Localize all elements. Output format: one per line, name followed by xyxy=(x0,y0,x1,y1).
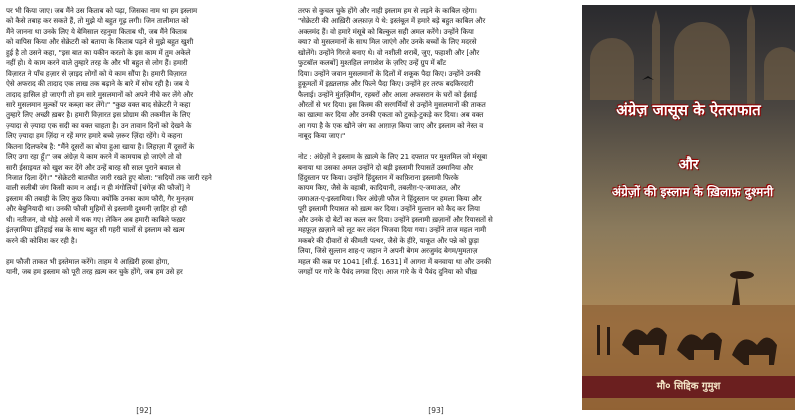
text-line: इस्लाम की तबाही के लिए कुछ किया। क्योंकि उनका काम फौरी, गैर मुनज़म xyxy=(6,193,194,203)
right-book-page xyxy=(292,0,580,418)
text-line: आ गया है के एक खौने जंग का आग़ाज़ किया जाए और इस्लाम को नेस्त व xyxy=(298,120,484,130)
text-line: "सेक्रेटरी की आख़िरी अल्फ़ाज़ ये थे: इस्तंबूल में हमारे बड़े बहुत काबिल और xyxy=(298,16,486,26)
cover-author: मौ० सिद्दिक गुमुश xyxy=(582,376,795,398)
text-line: का खात्मा कर दिया और उनकी एकता को टुकड़े-टुकड़े कर दिया। अब वक्त xyxy=(298,110,484,120)
text-line: लिए उगा रहा हूँ।" जब अंग्रेज़ ये काम करने में कामयाब हो जाएंगे तो वो xyxy=(6,152,182,162)
text-line: नाबूद किया जाए।" xyxy=(298,131,346,141)
text-line: निजात दिला देंगे।" "सेक्रेटरी बातचीत जारी रखते हुए बोला: "सदियों तक जारी रहने xyxy=(6,173,212,182)
text-line: जगहों पर गारे के पैवंद लगवा दिए। आज गारे के ये पैवंद दुनिया को चीख़ xyxy=(298,266,477,276)
text-line: सारे मुसलमान मुल्कों पर कब्ज़ा कर लेंगे।" "कुछ वक्त बाद सेक्रेटरी ने कहा xyxy=(6,99,191,109)
left-page-text xyxy=(6,6,282,402)
text-line: और बेबुनियादी था। उनकी फौजी मुहिमों से इस्लामी दुश्मनी ज़ाहिर हो रही xyxy=(6,204,187,214)
text-line xyxy=(6,246,282,256)
cover-title-line-1: अंग्रेज़ जासूस के ऐतराफात xyxy=(616,101,761,119)
text-line: कितना दिलफरेब है: "मैंने दूसरों का बोया हुआ खाया है। लिहाज़ा मैं दूसरों के xyxy=(6,141,195,151)
text-line: मकबरे की दीवारों से कीमती पत्थर, जैसे के हीरे, याकूत और पन्ने को छुड़ा xyxy=(298,235,479,245)
text-line: तादाद हासिल हो जाएगी तो हम सारे मुसलमानों को अपने नीचे कर लेंगे और xyxy=(6,89,193,99)
text-line: अक्लमंद हैं। वो हमारे मंसूबे को बिल्कुल सही अमल करेंगे। उन्होंने किया xyxy=(298,26,474,36)
cover-artwork xyxy=(582,5,795,410)
cover-title-line-2: अंग्रेज़ों की इस्लाम के ख़िलाफ़ दुश्मनी xyxy=(611,185,774,199)
text-line: महल की कब्र पर 1041 [सी.ई. 1631] में आगरा में बनवाया था और उनकी xyxy=(298,256,491,266)
text-line: फैलाई। उन्होंने मुंतज़िमीन, रहबरों और आला अफसरान के घरों को ईसाई xyxy=(298,89,477,99)
text-line: इंतज़ामिया इंतिहाई सब्र के साथ बहुत सी गहरी चालों से इस्लाम को खत्म xyxy=(6,225,185,235)
text-line: लिए ज़्यादा हम ज़िंदा न रहें मगर हमारे बच्चे ज़रूर ज़िंदा रहेंगे। ये कहना xyxy=(6,131,183,141)
right-page-text xyxy=(298,6,574,402)
text-line: वाली सलीबी जंग किसी काम न आई। न ही मंगोलियों [चंगेज़ की फौजों] ने xyxy=(6,183,190,193)
book-cover xyxy=(582,5,795,410)
text-line: नोट : अंग्रेज़ों ने इस्लाम के ख़ात्मे के लिए 21 दफ्तात पर मुश्तमिल जो मंसूबा xyxy=(298,152,488,162)
text-line: को कैसे तबाह कर सकते हैं, तो मुझे यो बहुत गूढ़ लगी। जिन तालीमात को xyxy=(6,16,189,26)
mosque-silhouette xyxy=(590,5,795,105)
text-line: फुटबॉल कलबों] मुश्तहिल लगाशेश के ज़रिए उन्हें ग्रुप में बाँट xyxy=(298,58,447,68)
text-line: हुकूमतों में इख़्तलाफ़ और फित्ने पैदा किए। उन्होंने हर तरफ बदकिरदारी xyxy=(298,79,474,89)
text-line: पूरी इस्लामी रियासत को ख़त्म कर दिया। उन्होंने मुल्तान को कैद कर लिया xyxy=(298,204,480,214)
text-line: यानी, जब हम इस्लाम को पूरी तरह ख़त्म कर चुके होंगे, जब हम उसे हर xyxy=(6,266,183,276)
text-line: थी। नतीजन, वो थोड़े अरसे में थक गए। लेकिन अब हमारी काबिले फख़र xyxy=(6,214,186,224)
text-line: तुम्हारे लिए अच्छी ख़बर है। हमारी विज़ारत इस प्रोग्राम की तकमील के लिए xyxy=(6,110,191,120)
text-line: बनाया था उसका अमल उन्होंने दो बड़ी इस्लामी रियासतें उस्मानिया और xyxy=(298,162,473,172)
text-line: क्या? वो मुसलमानों के साथ मिल जाएंगे और उनके बच्चों के लिए मदरसे xyxy=(298,37,477,47)
cover-title-conjunction: और xyxy=(678,157,699,173)
text-line: नहीं हो। ये काम करने वाले तुम्हारे तरह के और भी बहुत से लोग हैं। हमारी xyxy=(6,58,188,68)
text-line: को वापिस किया और सेक्रेटरी को बताया के किताब पढ़ने से मुझे बहुत खुशी xyxy=(6,37,194,47)
left-book-page xyxy=(0,0,288,418)
text-line: विज़ारत ने पाँच हज़ार से ज़ाइद लोगों को ये काम सौंपा है। हमारी विज़ारत xyxy=(6,68,187,78)
text-line: पर भी किया जाए। जब मैंने उस किताब को पढ़ा, जिसका नाम था हम इस्लाम xyxy=(6,6,198,15)
text-line: लिया, जिसे सुल्तान शाह-ए जहान ने अपनी बेगम अरजुमंद बेगम/मुमताज़ xyxy=(298,246,478,256)
right-page-number: [93] xyxy=(428,406,444,415)
text-line: खोलेंगे। उन्होंने गिरजे बनाए थे। वो नशीली शराबें, जुए, फहाशी और [और xyxy=(298,47,480,57)
text-line: मैंने जानना था उनके लिए ये बेमिसाल रहनुमा किताब थी, जब मैंने किताब xyxy=(6,26,187,36)
text-line: ज़्यादा से ज़्यादा एक सदी का वक्त चाहता है। उन तावान दिनों को देखने के xyxy=(6,120,192,130)
text-line: सारी ईसाइयत को खुश कर देंगे और उन्हें बारह सौ साल पुराने बवाल से xyxy=(6,162,181,172)
text-line: कायम किए, जैसे के वहाबी, कादियानी, तबलीग़-ए-जमाअत, और xyxy=(298,183,461,193)
text-line: महफ़ूज़ ख़ज़ाने को लूट कर लंदन भिजवा दिया गया। उन्होंने ताज महल नामी xyxy=(298,225,486,235)
text-line: करने की कोशिश कर रही है। xyxy=(6,235,78,245)
text-line: तरफ से कुचल चुके होंगे और नाही इस्लाम हम से लड़ने के काबिल रहेगा। xyxy=(298,6,477,15)
text-line: ऐसे अफराद की तादाद एक लाख तक बढ़ाने के बारे में सोच रही है। जब ये xyxy=(6,79,189,89)
text-line: और उनके दो बेटों का कत्ल कर दिया। उन्होंने इस्लामी ख़ज़ानों और रियासतों से xyxy=(298,214,493,224)
text-line: हुई है तो उसने कहा, "इस बात का यकीन करलो के इस काम में तुम अकेले xyxy=(6,47,191,57)
text-line: जमाअत-ए-इस्लामिया। फिर अंग्रेज़ी फौज ने हिंदुस्तान पर हमला किया और xyxy=(298,193,482,203)
text-line: औरतों से भर दिया। इस किस्म की सरगर्मियों से उन्होंने मुसलमानों की ताकत xyxy=(298,99,486,109)
text-line: हम फौजी ताकत भी इस्तेमाल करेंगे। ताहम ये आख़िरी हरबा होगा, xyxy=(6,256,170,266)
text-line: हिंदुस्तान पर किया। उन्होंने हिंदुस्तान में काफ़िराना इस्लामी फिरके xyxy=(298,173,459,182)
left-page-number: [92] xyxy=(136,406,152,415)
text-line xyxy=(298,142,574,152)
text-line: दिया। उन्होंने जवान मुसलमानों के दिलों में शकूक पैदा किए। उन्होंने उनकी xyxy=(298,68,481,78)
